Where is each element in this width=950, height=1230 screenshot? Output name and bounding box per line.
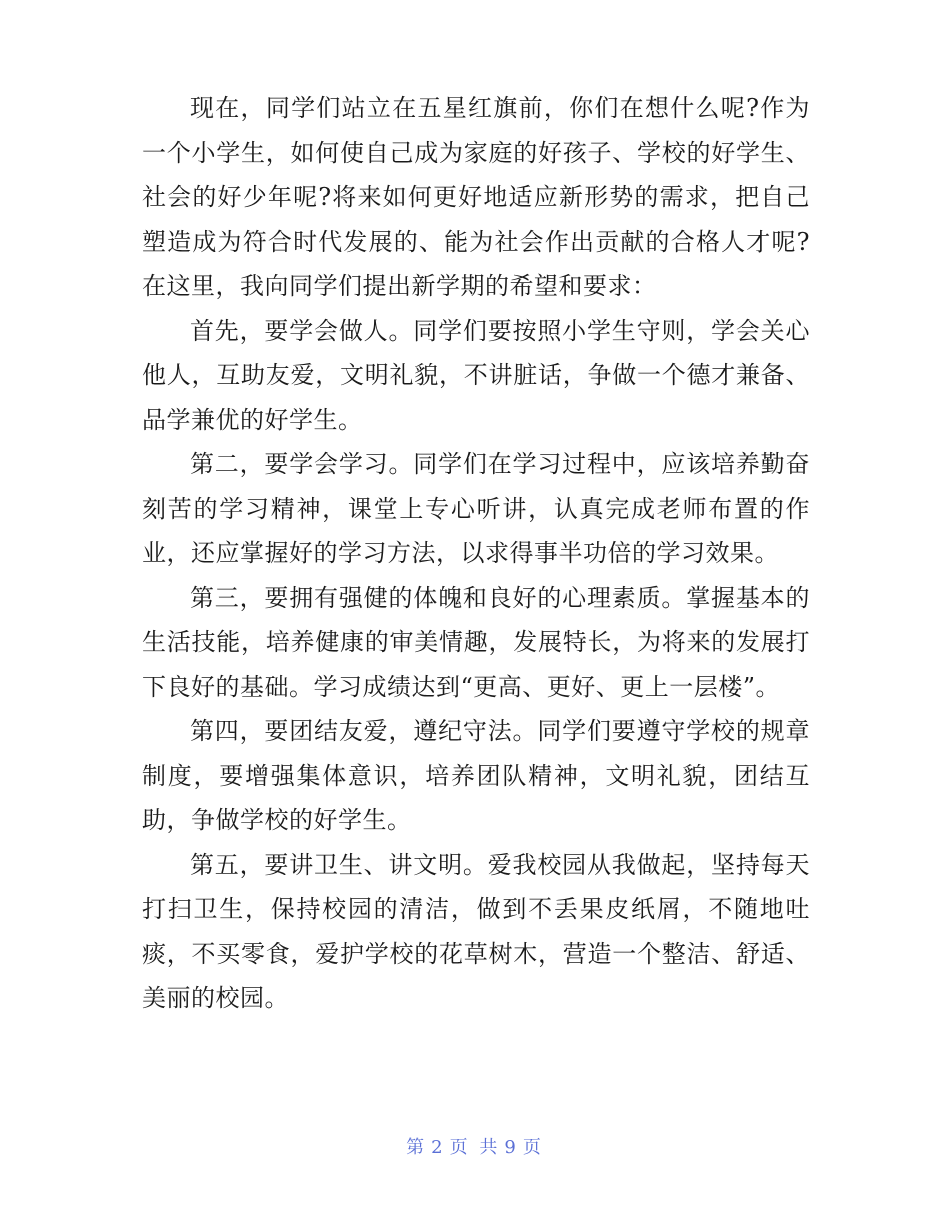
paragraph-first: 首先，要学会做人。同学们要按照小学生守则，学会关心他人，互助友爱，文明礼貌，不讲脏话，争做一个德才兼备、品学兼优的好学生。 bbox=[142, 316, 810, 434]
paragraph-fourth: 第四，要团结友爱，遵纪守法。同学们要遵守学校的规章制度，要增强集体意识，培养团队精神，文明礼貌，团结互助，争做学校的好学生。 bbox=[142, 717, 810, 834]
footer-middle: 页 共 bbox=[449, 1137, 501, 1158]
footer-prefix: 第 bbox=[406, 1137, 428, 1158]
footer-total-pages: 9 bbox=[504, 1137, 519, 1158]
paragraph-third: 第三，要拥有强健的体魄和良好的心理素质。掌握基本的生活技能，培养健康的审美情趣，发展特长，为将来的发展打下良好的基础。学习成绩达到“更高、更好、更上一层楼”。 bbox=[142, 583, 810, 701]
paragraph-fifth: 第五，要讲卫生、讲文明。爱我校园从我做起，坚持每天打扫卫生，保持校园的清洁，做到不丢果皮纸屑，不随地吐痰，不买零食，爱护学校的花草树木，营造一个整洁、舒适、美丽的校园。 bbox=[142, 850, 810, 1012]
footer-suffix: 页 bbox=[522, 1137, 544, 1158]
paragraph-second: 第二，要学会学习。同学们在学习过程中，应该培养勤奋刻苦的学习精神，课堂上专心听讲，认真完成老师布置的作业，还应掌握好的学习方法，以求得事半功倍的学习效果。 bbox=[142, 450, 810, 567]
footer-current-page: 2 bbox=[431, 1137, 446, 1158]
paragraph-intro: 现在，同学们站立在五星红旗前，你们在想什么呢?作为一个小学生，如何使自己成为家庭的好孩子、学校的好学生、社会的好少年呢?将来如何更好地适应新形势的需求，把自己塑造成为符合时代发展的、能为社会作出贡献的合格人才呢?在这里，我向同学们提出新学期的希望和要求： bbox=[142, 94, 810, 300]
page-number-footer bbox=[0, 1133, 950, 1159]
document-body bbox=[142, 86, 810, 1021]
